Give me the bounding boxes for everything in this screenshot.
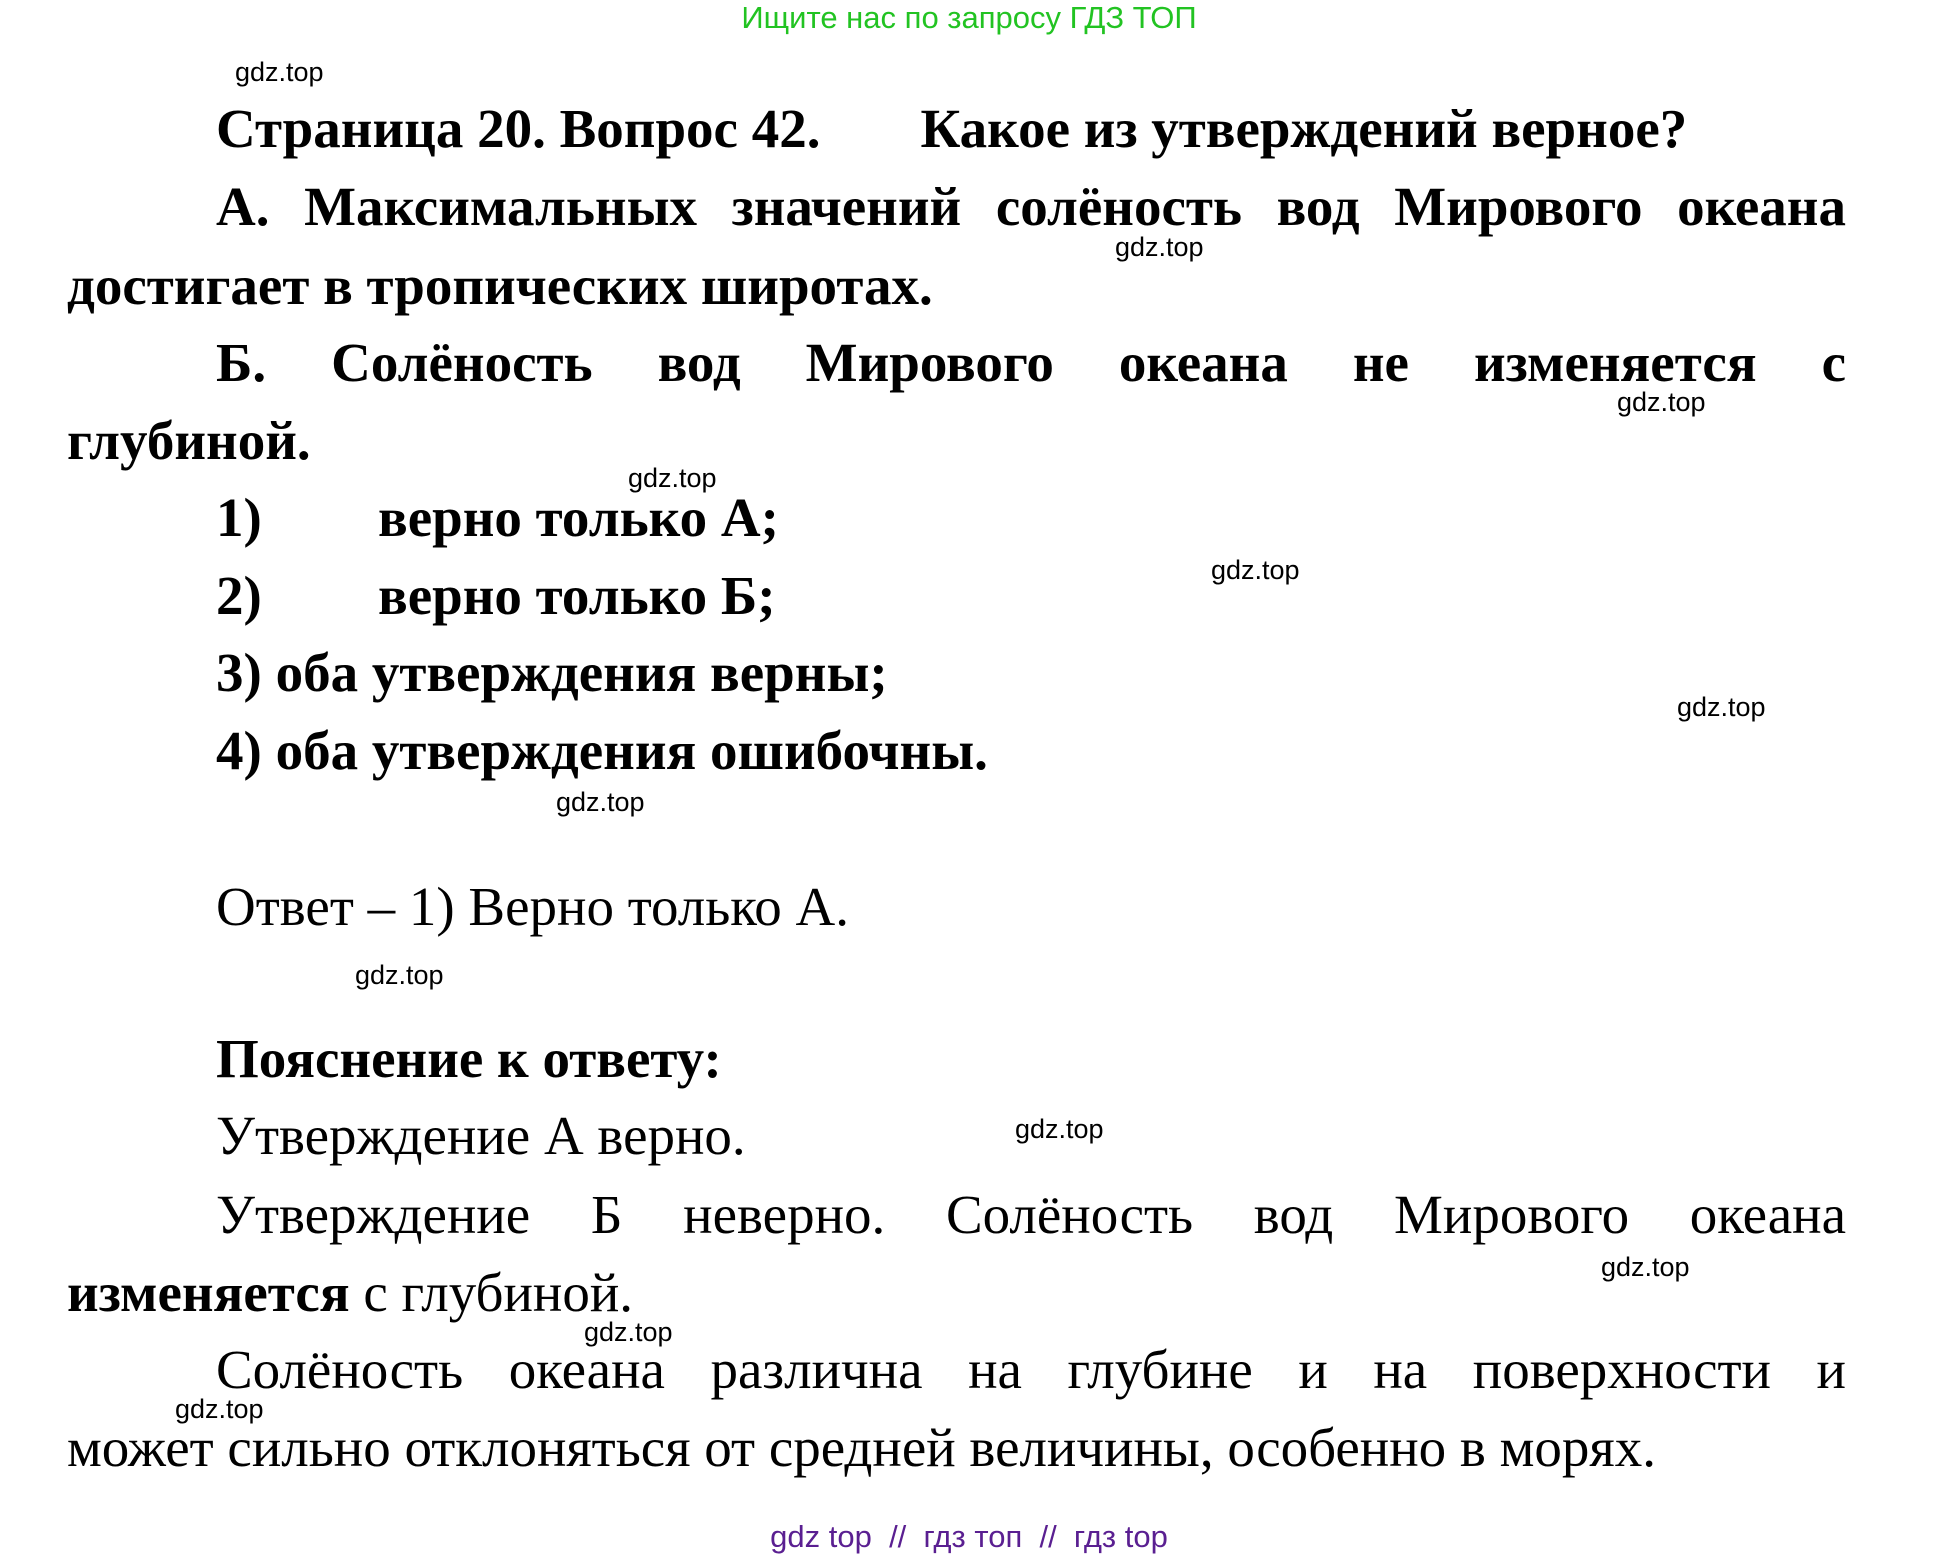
option-number: 1) [216,487,262,548]
footer-ad-text: gdz top // гдз топ // гдз top [770,1519,1168,1554]
option-number: 2) [216,565,262,626]
explanation-p2-line1: Утверждение Б неверно. Солёность вод Мирового океана [216,1184,1846,1245]
option-text: верно только Б; [378,565,776,626]
question-number: Страница 20. Вопрос 42. [216,98,821,159]
watermark: gdz.top [1115,232,1204,262]
emphasis-text: изменяется [67,1262,350,1323]
statement-b-line2: глубиной. [67,410,311,471]
option-text: оба утверждения верны; [275,642,888,703]
watermark: gdz.top [584,1317,673,1347]
statement-a-line2: достигает в тропических широтах. [67,255,933,316]
watermark: gdz.top [1677,692,1766,722]
watermark: gdz.top [1601,1252,1690,1282]
explanation-heading: Пояснение к ответу: [216,1028,722,1089]
explanation-p3-line1: Солёность океана различна на глубине и на поверхности и [216,1339,1846,1400]
statement-b-line1: Б. Солёность вод Мирового океана не изменяется с [216,332,1846,393]
option-3 [216,642,888,703]
watermark: gdz.top [235,57,324,87]
watermark: gdz.top [556,787,645,817]
option-1 [216,487,779,548]
statement-a-line1: А. Максимальных значений солёность вод Мирового океана [216,176,1846,237]
option-4 [216,720,988,781]
option-text: верно только А; [378,487,779,548]
question-text: Какое из утверждений верное? [920,98,1688,159]
option-number: 3) [216,642,262,703]
explanation-p1: Утверждение А верно. [216,1105,746,1166]
watermark: gdz.top [628,463,717,493]
option-number: 4) [216,720,262,781]
watermark: gdz.top [355,960,444,990]
option-text: оба утверждения ошибочны. [275,720,988,781]
header-ad-text: Ищите нас по запросу ГДЗ ТОП [741,0,1197,35]
option-2 [216,565,776,626]
answer-text: Ответ – 1) Верно только А. [216,876,849,937]
watermark: gdz.top [1015,1114,1104,1144]
watermark: gdz.top [1211,555,1300,585]
explanation-p2-line2 [67,1262,634,1323]
watermark: gdz.top [175,1394,264,1424]
page-title [216,98,1688,159]
watermark: gdz.top [1617,387,1706,417]
explanation-p3-line2: может сильно отклоняться от средней величины, особенно в морях. [67,1417,1656,1478]
explanation-p2-rest: с глубиной. [349,1262,634,1323]
